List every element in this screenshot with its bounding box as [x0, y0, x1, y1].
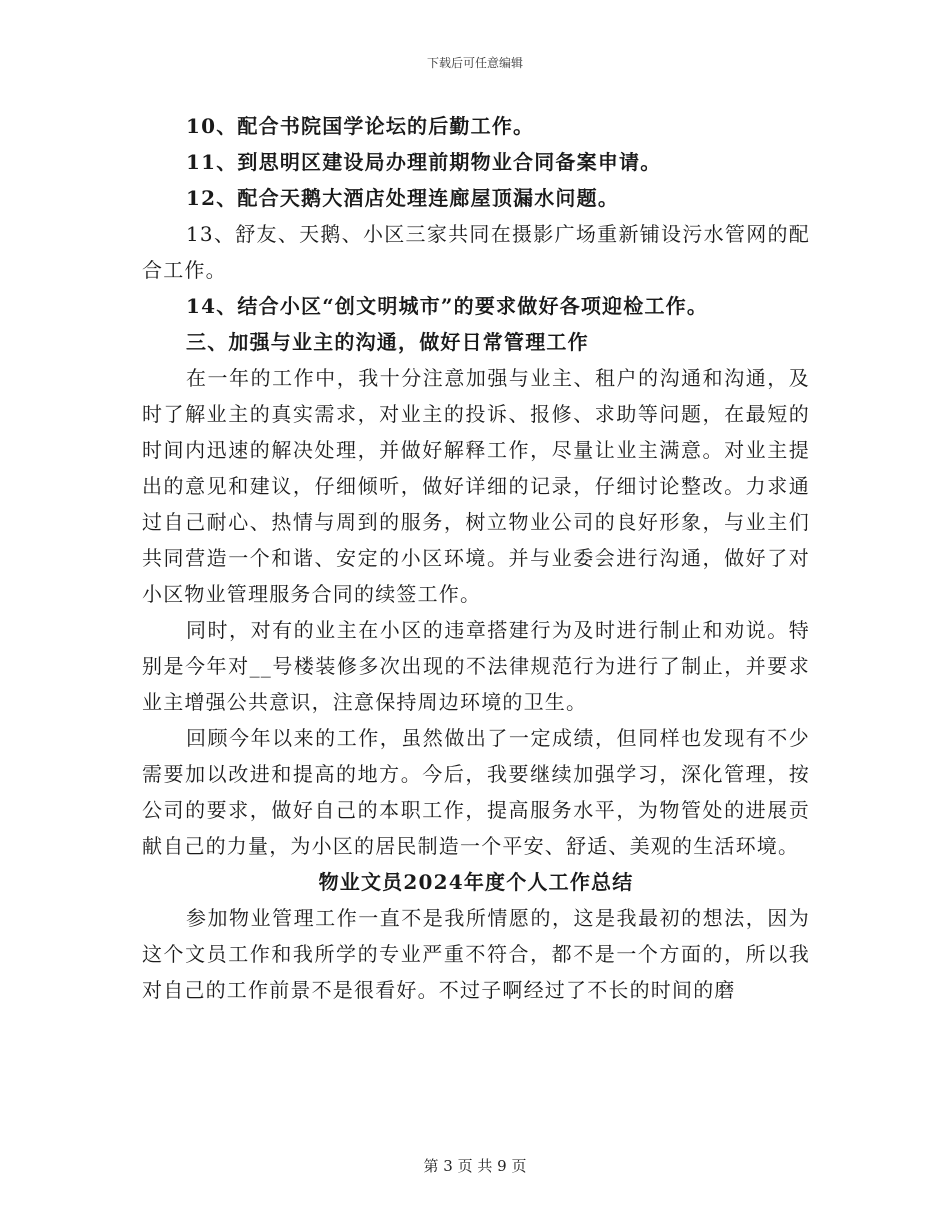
- body-paragraph: 在一年的工作中，我十分注意加强与业主、租户的沟通和沟通，及时了解业主的真实需求，对业主的投诉、报修、求助等问题，在最短的时间内迅速的解决处理，并做好解释工作，尽量让业主满意。对业主提出的意见和建议，仔细倾听，做好详细的记录，仔细讨论整改。力求通过自己耐心、热情与周到的服务，树立物业公司的良好形象，与业主们共同营造一个和谐、安定的小区环境。并与业委会进行沟通，做好了对小区物业管理服务合同的续签工作。: [142, 366, 810, 606]
- body-paragraph: 同时，对有的业主在小区的违章搭建行为及时进行制止和劝说。特别是今年对__号楼装修多次出现的不法律规范行为进行了制止，并要求业主增强公共意识，注意保持周边环境的卫生。: [142, 618, 810, 714]
- page-number: 第 3 页 共 9 页: [423, 1157, 527, 1175]
- list-item-11: 11、到思明区建设局办理前期物业合同备案申请。: [186, 150, 662, 174]
- body-paragraph: 回顾今年以来的工作，虽然做出了一定成绩，但同样也发现有不少需要加以改进和提高的地方。今后，我要继续加强学习，深化管理，按公司的要求，做好自己的本职工作，提高服务水平，为物管处的进展贡献自己的力量，为小区的居民制造一个平安、舒适、美观的生活环境。: [142, 726, 810, 858]
- document-title: 物业文员2024年度个人工作总结: [318, 870, 634, 894]
- list-item-10: 10、配合书院国学论坛的后勤工作。: [186, 114, 535, 138]
- document-body: [142, 108, 810, 1008]
- page-header-note: 下载后可任意编辑: [426, 56, 523, 70]
- section-heading: 三、加强与业主的沟通，做好日常管理工作: [186, 330, 589, 354]
- list-item-12: 12、配合天鹅大酒店处理连廊屋顶漏水问题。: [186, 186, 620, 210]
- body-paragraph: 参加物业管理工作一直不是我所情愿的，这是我最初的想法，因为这个文员工作和我所学的专业严重不符合，都不是一个方面的，所以我对自己的工作前景不是很看好。不过子啊经过了不长的时间的磨: [142, 906, 810, 1002]
- list-item-14: 14、结合小区“创文明城市”的要求做好各项迎检工作。: [186, 294, 709, 318]
- list-item-13: 13、舒友、天鹅、小区三家共同在摄影广场重新铺设污水管网的配合工作。: [142, 222, 810, 282]
